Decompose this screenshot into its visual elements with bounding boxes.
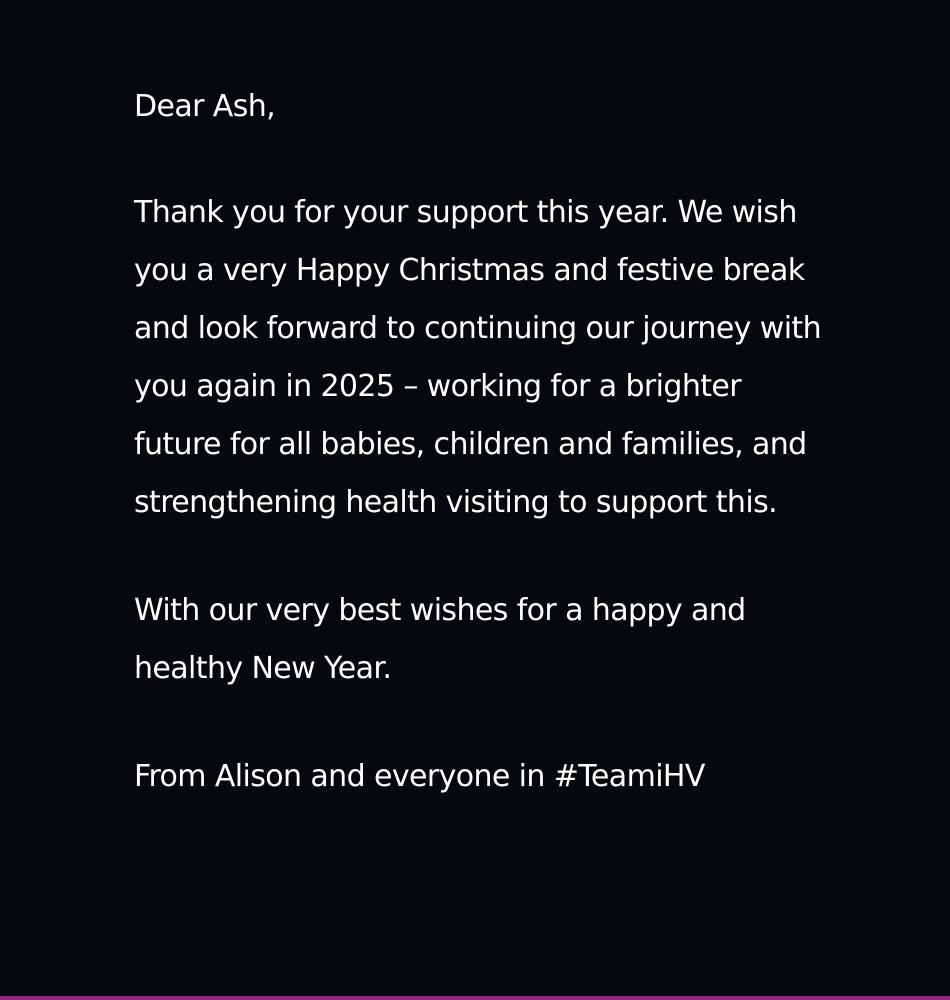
letter-body [134, 78, 824, 806]
letter-paragraph-thanks: Thank you for your support this year. We wish you a very Happy Christmas and festive break and look forward to continuing our journey with you again in 2025 – working for a brighter future for all babies, children and families, and strengthening health visiting to support this. [134, 195, 822, 520]
letter-greeting: Dear Ash, [134, 89, 276, 124]
accent-divider [0, 996, 950, 1000]
letter-paragraph-wishes: With our very best wishes for a happy and healthy New Year. [134, 593, 746, 686]
letter-signoff: From Alison and everyone in #TeamiHV [134, 759, 705, 794]
